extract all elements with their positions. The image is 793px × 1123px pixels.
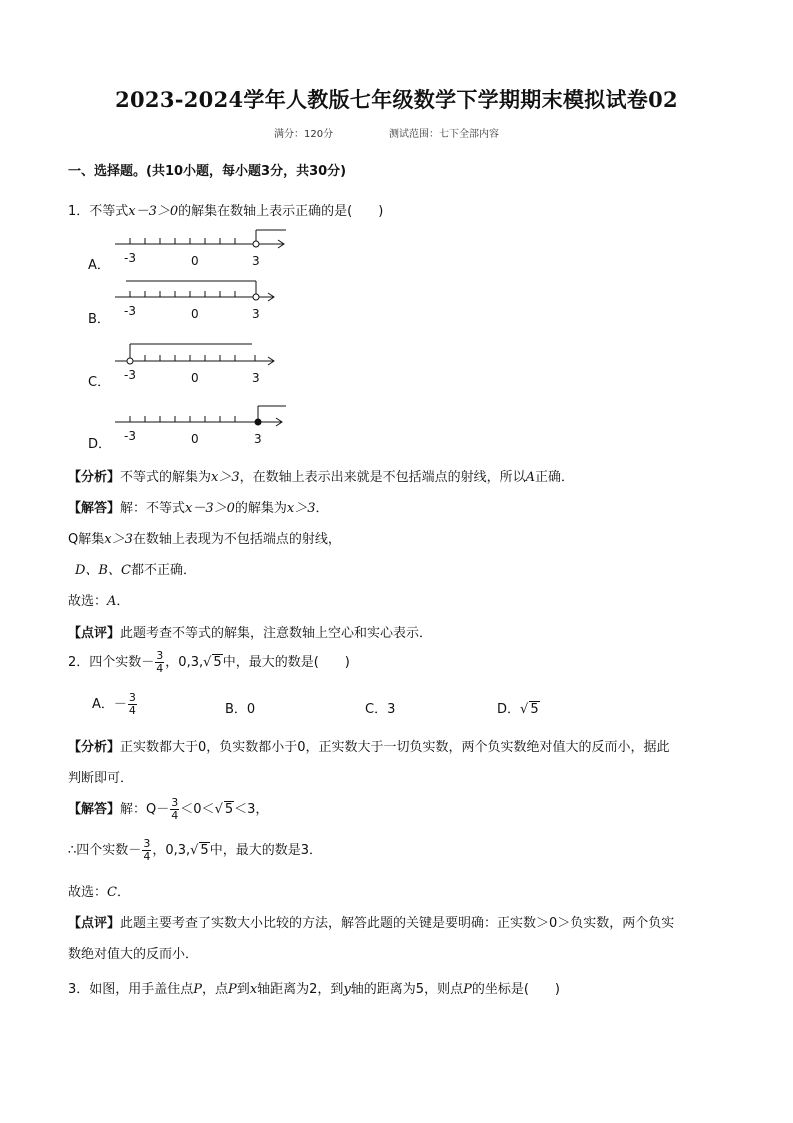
tick-label: 3 [252, 254, 260, 268]
q2-analysis-line2: 判断即可． [68, 771, 134, 786]
q1-option-b-label: B． [88, 312, 110, 327]
tick-label: 0 [191, 371, 199, 385]
q2-option-d: D．√ 5 [497, 702, 539, 717]
q1-option-a-label: A． [88, 258, 110, 273]
number-line-c [110, 340, 290, 385]
tick-label: -3 [124, 429, 136, 443]
number-line-d [110, 403, 290, 448]
test-range: 测试范围：七下全部内容 [389, 129, 499, 140]
q1-analysis: 【分析】不等式的解集为x＞3，在数轴上表示出来就是不包括端点的射线，所以A正确． [68, 470, 575, 485]
tick-label: -3 [124, 368, 136, 382]
q1-answer-line2: Q解集x＞3在数轴上表现为不包括端点的射线， [68, 532, 341, 547]
q2-choice: 故选：C． [68, 885, 130, 900]
q2-answer-line2: ∴四个实数－ $\frac{3}{4}$ ，0,3,√ 5中，最大的数是3． [68, 837, 322, 863]
q2-comment: 【点评】此题主要考查了实数大小比较的方法，解答此题的关键是要明确：正实数＞0＞负实数，两个负实 [68, 916, 675, 931]
q2-comment-line2: 数绝对值大的反而小． [68, 947, 199, 962]
tick-label: 3 [252, 371, 260, 385]
q1-comment: 【点评】此题考查不等式的解集，注意数轴上空心和实心表示． [68, 626, 433, 641]
q2-option-b: B．0 [225, 702, 256, 717]
tick-label: 3 [252, 307, 260, 321]
number-line-b [110, 278, 290, 323]
q3-stem: 3．如图，用手盖住点P，点P到x轴距离为2，到y轴的距离为5，则点P的坐标是( ) [68, 982, 560, 997]
q2-option-a: A．－ $\frac{3}{4}$ [92, 691, 136, 717]
q1-option-c-label: C． [88, 375, 111, 390]
q2-stem: 2．四个实数－ $\frac{3}{4}$ ，0,3,√ 5中，最大的数是( ) [68, 649, 350, 675]
full-score: 满分：120分 [274, 129, 334, 140]
q1-answer-line3: D、B、C都不正确． [75, 563, 196, 578]
q2-analysis: 【分析】正实数都大于0，负实数都小于0，正实数大于一切负实数，两个负实数绝对值大的反而小，据此 [68, 740, 670, 755]
q2-option-c: C．3 [365, 702, 396, 717]
section-heading: 一、选择题。(共10小题，每小题3分，共30分) [68, 164, 347, 179]
q1-choice: 故选：A． [68, 594, 130, 609]
tick-label: 0 [191, 254, 199, 268]
page-title: 2023-2024学年人教版七年级数学下学期期末模拟试卷02 [115, 87, 678, 112]
tick-label: -3 [124, 251, 136, 265]
tick-label: 0 [191, 307, 199, 321]
q1-stem: 1．不等式x－3＞0的解集在数轴上表示正确的是( ) [68, 204, 384, 219]
tick-label: 0 [191, 432, 199, 446]
number-line-a [110, 225, 290, 270]
tick-label: 3 [254, 432, 262, 446]
q1-answer: 【解答】解：不等式x－3＞0的解集为x＞3． [68, 501, 329, 516]
q1-option-d-label: D． [88, 437, 112, 452]
tick-label: -3 [124, 304, 136, 318]
q2-answer: 【解答】解：Q－ $\frac{3}{4}$ ＜0＜√ 5＜3， [68, 796, 269, 822]
